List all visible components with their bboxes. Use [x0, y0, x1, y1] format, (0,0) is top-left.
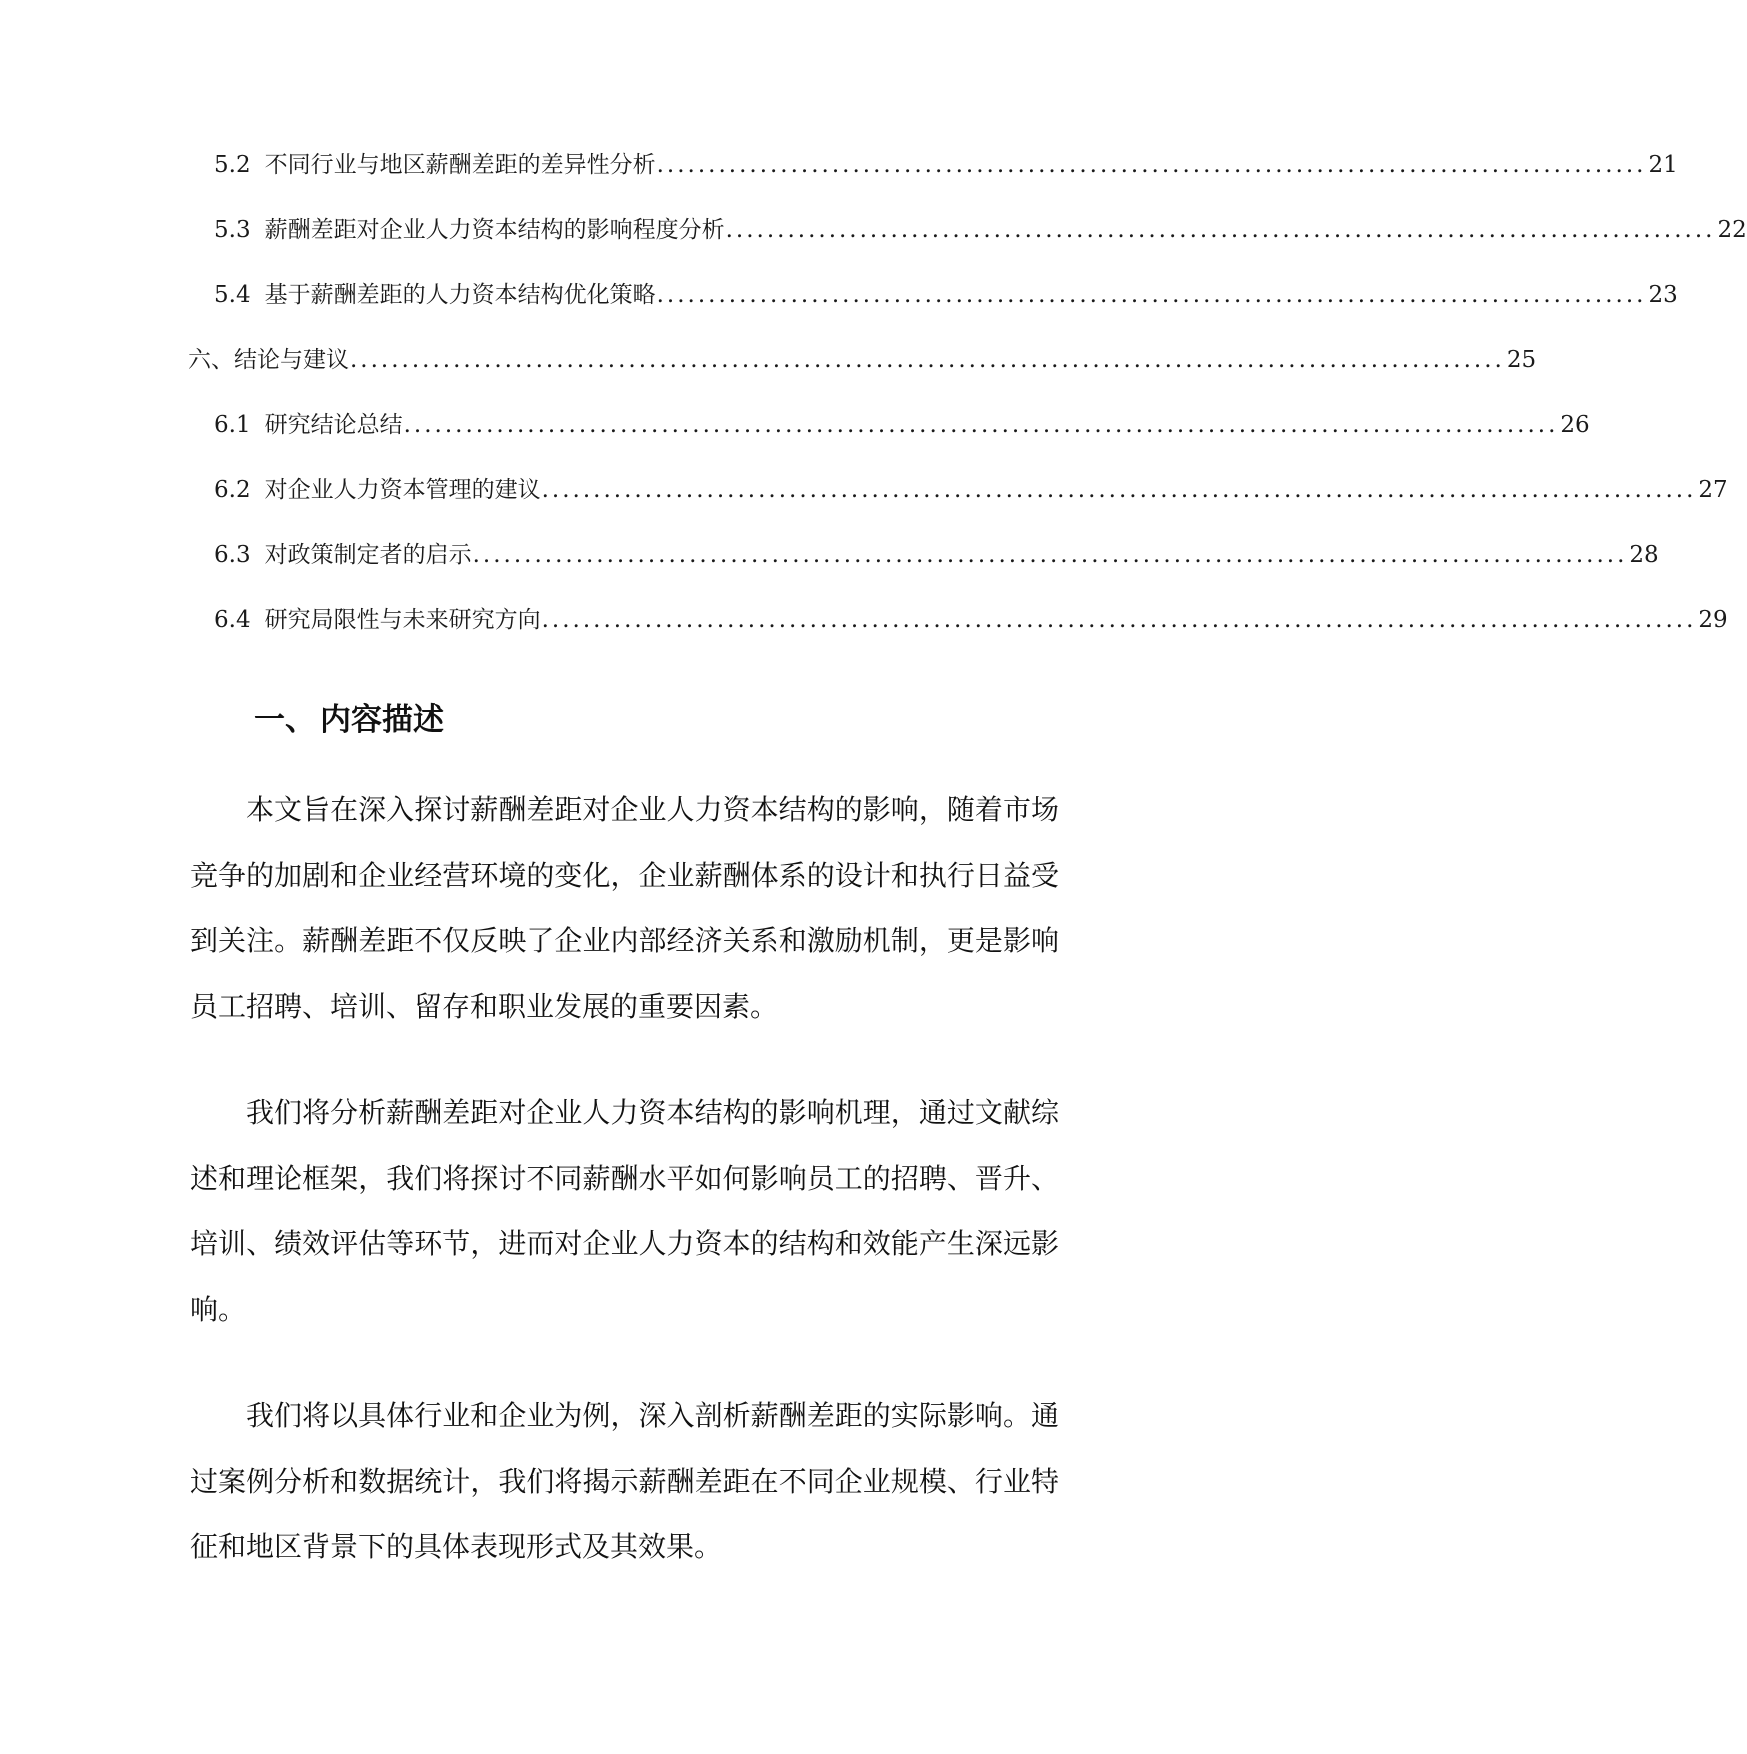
toc-entry-number: 6.3: [214, 542, 251, 568]
body-paragraph: 我们将以具体行业和企业为例，深入剖析薪酬差距的实际影响。通过案例分析和数据统计，我们将揭示薪酬差距在不同企业规模、行业特征和地区背景下的具体表现形式及其效果。: [190, 1399, 1059, 1564]
toc-entry[interactable]: [214, 150, 1678, 180]
toc-page-number: 28: [1629, 542, 1659, 568]
toc-dot-leader: ................................................................................................................: [350, 347, 1505, 373]
toc-entry-number: 5.3: [214, 217, 251, 243]
toc-page-number: 27: [1698, 477, 1728, 503]
toc-page-number: 22: [1717, 217, 1747, 243]
toc-dot-leader: ................................................................................................: [656, 282, 1647, 308]
toc-dot-leader: ................................................................................................: [725, 217, 1716, 243]
toc-entry-number: 5.2: [214, 152, 251, 178]
toc-entry-title: 基于薪酬差距的人力资本结构优化策略: [264, 282, 656, 308]
toc-entry[interactable]: [214, 475, 1728, 505]
toc-entry-number: 5.4: [214, 282, 251, 308]
body-paragraph: 本文旨在深入探讨薪酬差距对企业人力资本结构的影响，随着市场竞争的加剧和企业经营环境的变化，企业薪酬体系的设计和执行日益受到关注。薪酬差距不仅反映了企业内部经济关系和激励机制，更是影响员工招聘、培训、留存和职业发展的重要因素。: [190, 793, 1059, 1023]
toc-entry-number: 6.2: [214, 477, 251, 503]
toc-entry-title: 对政策制定者的启示: [264, 542, 472, 568]
toc-entry-title: 六、结论与建议: [188, 347, 349, 373]
toc-entry[interactable]: [214, 410, 1590, 440]
toc-entry-title: 薪酬差距对企业人力资本结构的影响程度分析: [264, 217, 725, 243]
toc-page-number: 29: [1698, 607, 1728, 633]
toc-entry-title: 不同行业与地区薪酬差距的差异性分析: [264, 152, 656, 178]
section-heading: [254, 700, 444, 740]
toc-entry-number: 6.4: [214, 607, 251, 633]
toc-page-number: 21: [1648, 152, 1678, 178]
toc-dot-leader: ................................................................................................................: [403, 412, 1559, 438]
toc-entry-title: 对企业人力资本管理的建议: [264, 477, 541, 503]
toc-entry-title: 研究局限性与未来研究方向: [264, 607, 541, 633]
toc-dot-leader: ................................................................................................................: [541, 607, 1697, 633]
section-number: 一、: [254, 702, 316, 738]
toc-entry-number: 6.1: [214, 412, 251, 438]
toc-entry[interactable]: [188, 345, 1537, 375]
toc-entry[interactable]: [214, 280, 1678, 310]
toc-dot-leader: ................................................................................................................: [472, 542, 1628, 568]
toc-entry[interactable]: [214, 215, 1747, 245]
toc-page-number: 26: [1560, 412, 1590, 438]
toc-entry-title: 研究结论总结: [264, 412, 403, 438]
toc-entry[interactable]: [214, 540, 1659, 570]
section-title: 内容描述: [320, 702, 444, 738]
body-paragraph: 我们将分析薪酬差距对企业人力资本结构的影响机理，通过文献综述和理论框架，我们将探讨不同薪酬水平如何影响员工的招聘、晋升、培训、绩效评估等环节，进而对企业人力资本的结构和效能产生深远影响。: [190, 1096, 1059, 1326]
toc-dot-leader: ................................................................................................: [656, 152, 1647, 178]
toc-page-number: 25: [1506, 347, 1537, 373]
toc-page-number: 23: [1648, 282, 1678, 308]
toc-dot-leader: ................................................................................................................: [541, 477, 1697, 503]
toc-entry[interactable]: [214, 605, 1728, 635]
